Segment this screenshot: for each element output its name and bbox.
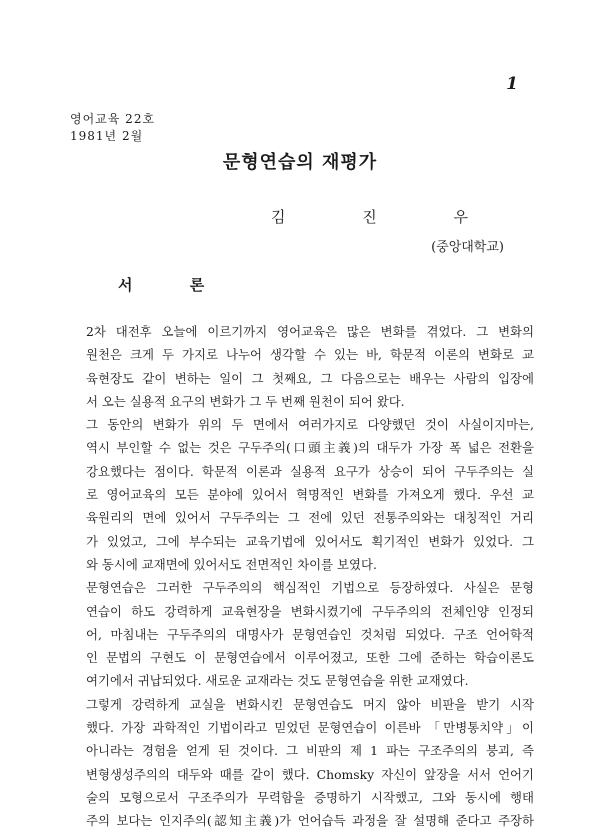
text-line: 아니라는 경험을 얻게 된 것이다. 그 비판의 제 1 파는 구조주의의 붕괴, 즉 <box>86 743 534 759</box>
author-affiliation: (중앙대학교) <box>431 240 504 255</box>
text-line: 그렇게 강력하게 교실을 변화시킨 문형연습도 머지 않아 비판을 받기 시작 <box>86 696 534 712</box>
paragraph <box>72 413 534 576</box>
text-line: 인 문법의 구현도 이 문형연습에서 이루어졌고, 또한 그에 준하는 학습이론도 <box>86 650 534 666</box>
text-line: 연습이 하도 강력하게 교육현장을 변화시켰기에 구두주의의 전체인양 인정되 <box>86 603 534 619</box>
text-line: 했다. 가장 과학적인 기법이라고 믿었던 문형연습이 이른바 「만병통치약」이 <box>86 720 534 736</box>
paragraph <box>72 693 534 833</box>
journal-issue: 영어교육 22호 <box>70 112 156 126</box>
text-line: 육원리의 면에 있어서 구두주의는 그 전에 있던 전통주의와는 대칭적인 거리 <box>86 510 534 526</box>
text-line: 와 동시에 교재면에 있어서도 전면적인 차이를 보였다. <box>86 556 377 572</box>
text-line: 가 있었고, 그에 부수되는 교육기법에 있어서도 획기적인 변화가 있었다. 그 <box>86 533 534 549</box>
journal-date: 1981년 2월 <box>70 129 144 143</box>
page-number: 1 <box>506 74 518 94</box>
text-line: 강요했다는 점이다. 학문적 이론과 실용적 요구가 상승이 되어 구두주의는 실 <box>86 463 534 479</box>
text-line: 그 동안의 변화가 위의 두 면에서 여러가지로 다양했던 것이 사실이지마는, <box>86 417 534 433</box>
text-line: 여기에서 귀납되었다. 새로운 교재라는 것도 문형연습을 위한 교재였다. <box>86 673 469 689</box>
text-line: 주의 보다는 인지주의(認知主義)가 언어습득 과정을 잘 설명해 준다고 주장하 <box>86 813 534 829</box>
text-line: 2차 대전후 오늘에 이르기까지 영어교육은 많은 변화를 겪었다. 그 변화의 <box>86 324 534 339</box>
journal-info <box>70 111 155 145</box>
text-line: 술의 모형으로서 구조주의가 무력함을 증명하기 시작했고, 그와 동시에 행태 <box>86 789 534 805</box>
text-line: 문형연습은 그러한 구두주의의 핵심적인 기법으로 등장하였다. 사실은 문형 <box>86 580 534 596</box>
author-name: 김 진 우 <box>270 208 504 226</box>
paragraph <box>72 576 534 692</box>
text-line: 로 영어교육의 모든 분야에 있어서 혁명적인 변화를 가져오게 했다. 우선 교 <box>86 487 534 503</box>
text-line: 역시 부인할 수 없는 것은 구두주의(口頭主義)의 대두가 가장 폭 넓은 전환을 <box>86 440 534 456</box>
text-line: 어, 마침내는 구두주의의 대명사가 문형연습인 것처럼 되었다. 구조 언어학적 <box>86 626 534 642</box>
text-line: 육현장도 같이 변하는 일이 그 첫째요, 그 다음으로는 배우는 사람의 입장에 <box>86 370 534 386</box>
paper-title: 문형연습의 재평가 <box>222 152 378 173</box>
body-text <box>72 320 534 833</box>
paragraph <box>72 320 534 413</box>
text-line: 원천은 크게 두 가지로 나누어 생각할 수 있는 바, 학문적 이론의 변화로 교 <box>86 347 534 363</box>
text-line: 서 오는 실용적 요구의 변화가 그 두 번째 원천이 되어 왔다. <box>86 393 405 409</box>
section-heading: 서 론 <box>118 276 231 294</box>
text-line: 변형생성주의의 대두와 때를 같이 했다. Chomsky 자신이 앞장을 서서 언어기 <box>86 766 534 782</box>
